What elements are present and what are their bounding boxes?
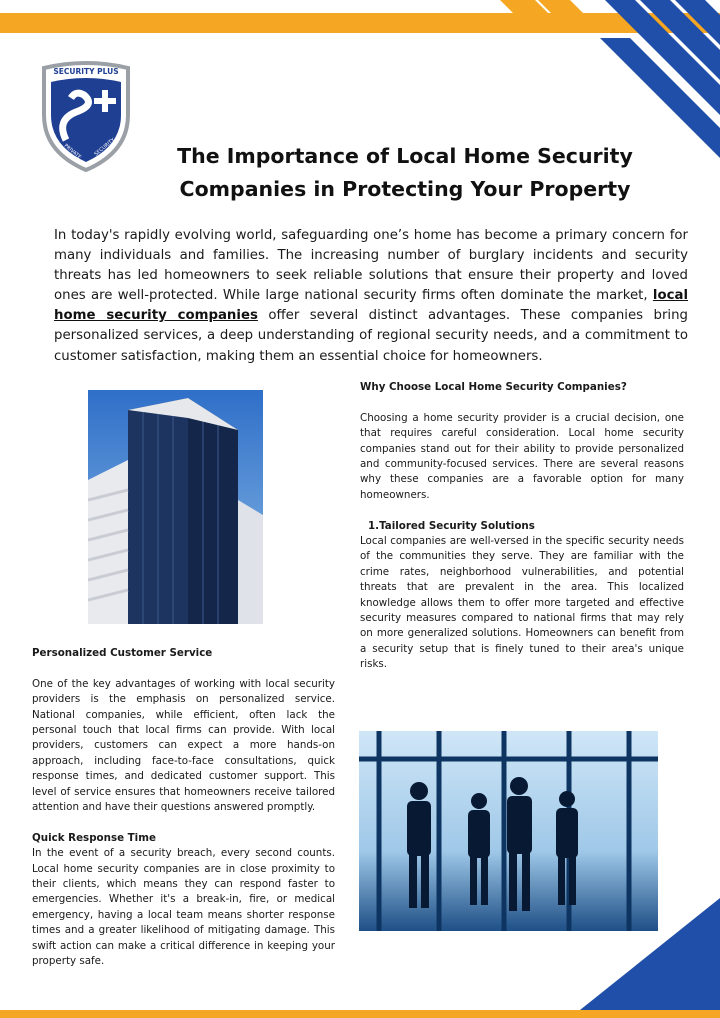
tailored-heading-text: Tailored Security Solutions [379, 519, 535, 532]
top-right-stripes [490, 0, 720, 160]
title-line-1: The Importance of Local Home Security [177, 144, 633, 168]
intro-text-after: offer several distinct advantages. These companies bring personalized services, a deep understanding of regional security needs, and a commitment to customer satisfaction, making them an essential choice for homeowners. [54, 308, 688, 364]
tailored-heading [360, 519, 684, 534]
tailored-paragraph: Local companies are well-versed in the specific security needs of the communities they serve. They are familiar with the crime rates, neighborhood vulnerabilities, and potential threats that are prevalent in the area. This localized knowledge allows them to offer more targeted and effective security measures compared to national firms that may rely on more generalized solutions. Homeowners can benefit from a security setup that is finely tuned to their area's unique risks. [360, 535, 684, 671]
plus-v [102, 90, 108, 112]
personalized-paragraph: One of the key advantages of working with local security providers is the emphasis on personalized service. National companies, while efficient, often lack the personal touch that local firms can provide. With local providers, customers can expect a more hands-on approach, including face-to-face consultations, quick response times, and dedicated customer support. This level of service ensures that homeowners receive tailored attention and have their questions answered promptly. [32, 677, 335, 814]
logo-top-text: SECURITY PLUS [53, 67, 119, 76]
quick-response-paragraph: In the event of a security breach, every second counts. Local home security companies are in close proximity to their clients, which means they can respond faster to emergencies. Whether it's a break-in, fire, or medical emergency, having a local team means shorter response times and a greater likelihood of mitigating damage. This swift action can make a critical difference in keeping your property safe. [32, 847, 335, 968]
left-column [32, 646, 335, 970]
logo-right-text: SECURITY [93, 137, 117, 158]
bottom-orange-bar [0, 1010, 720, 1018]
local-home-security-link[interactable]: local home security companies [54, 288, 688, 324]
personalized-heading: Personalized Customer Service [32, 647, 213, 659]
why-choose-heading: Why Choose Local Home Security Companies? [360, 381, 627, 393]
right-column [360, 380, 684, 673]
skyscraper-photo [88, 390, 263, 624]
why-choose-paragraph: Choosing a home security provider is a crucial decision, one that requires careful consideration. Local home security companies stand out for their ability to provide personalized and community-focused services. There are several reasons why these companies are a favorable option for many homeowners. [360, 411, 684, 501]
intro-paragraph [54, 226, 688, 367]
intro-text-before: In today's rapidly evolving world, safeguarding one’s home has become a primary concern for many individuals and families. The increasing number of burglary incidents and security threats has led homeowners to seek reliable solutions that ensure their property and loved ones are well-protected. While large national security firms often dominate the market, [54, 228, 688, 304]
security-plus-logo [36, 60, 136, 172]
page-title [140, 140, 670, 206]
title-line-2: Companies in Protecting Your Property [179, 177, 631, 201]
quick-response-heading: Quick Response Time [32, 831, 156, 844]
logo-left-text: PRIVATE [62, 142, 83, 161]
bottom-right-triangle [570, 898, 720, 1018]
list-number: 1. [368, 519, 380, 532]
